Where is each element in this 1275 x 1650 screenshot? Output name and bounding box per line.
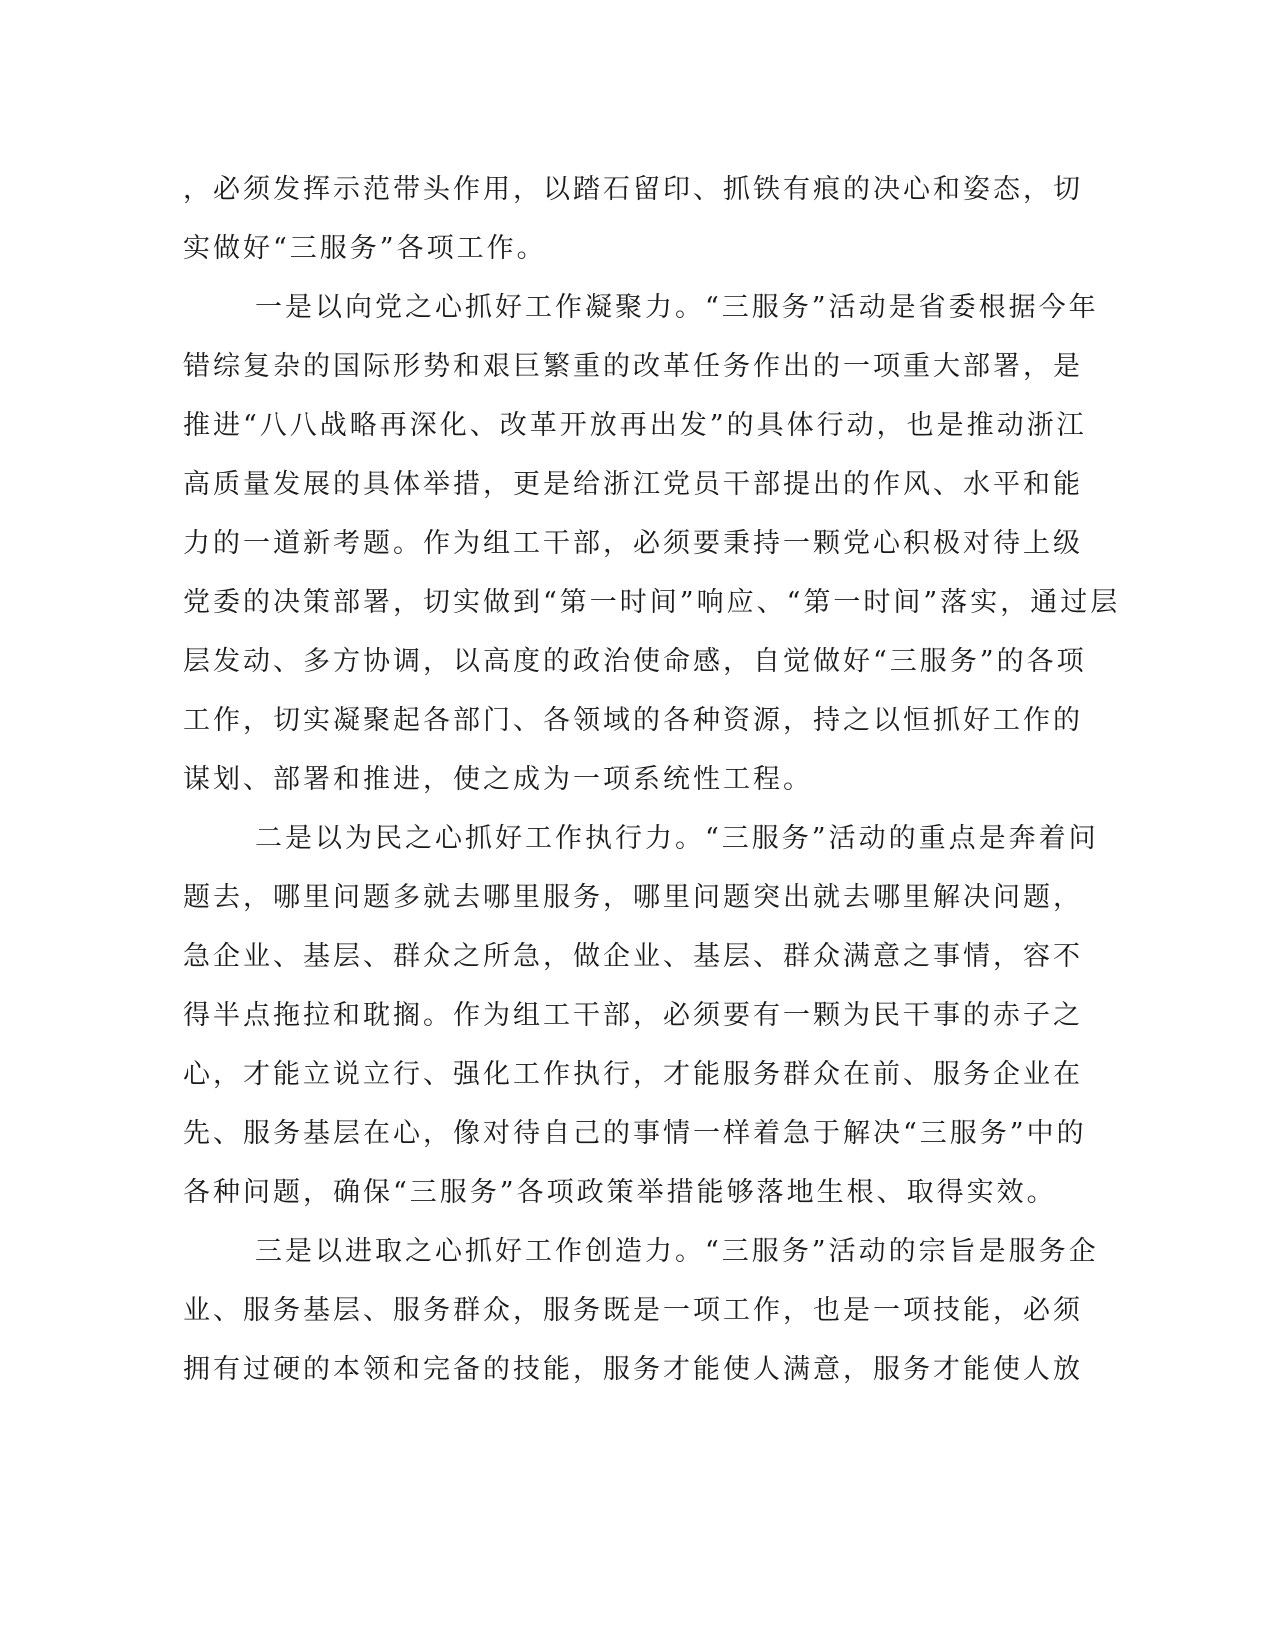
text-line: 得半点拖拉和耽搁。作为组工干部，必须要有一颗为民干事的赤子之 — [183, 1000, 1083, 1031]
body-text — [183, 160, 1121, 1399]
text-line: 拥有过硬的本领和完备的技能，服务才能使人满意，服务才能使人放 — [183, 1354, 1083, 1385]
text-line: 心，才能立说立行、强化工作执行，才能服务群众在前、服务企业在 — [183, 1059, 1083, 1090]
text-line: 推进“八八战略再深化、改革开放再出发”的具体行动，也是推动浙江 — [183, 410, 1087, 441]
text-line: 先、服务基层在心，像对待自己的事情一样着急于解决“三服务”中的 — [183, 1118, 1087, 1149]
text-line: 高质量发展的具体举措，更是给浙江党员干部提出的作风、水平和能 — [183, 469, 1083, 500]
text-line: ，必须发挥示范带头作用，以踏石留印、抓铁有痕的决心和姿态，切 — [183, 174, 1083, 205]
text-line: 实做好“三服务”各项工作。 — [183, 233, 547, 264]
text-line: 各种问题，确保“三服务”各项政策举措能够落地生根、取得实效。 — [183, 1177, 1057, 1208]
text-line: 层发动、多方协调，以高度的政治使命感，自觉做好“三服务”的各项 — [183, 646, 1087, 677]
text-line: 题去，哪里问题多就去哪里服务，哪里问题突出就去哪里解决问题， — [183, 882, 1083, 913]
text-line: 工作，切实凝聚起各部门、各领域的各种资源，持之以恒抓好工作的 — [183, 705, 1083, 736]
text-line: 业、服务基层、服务群众，服务既是一项工作，也是一项技能，必须 — [183, 1295, 1083, 1326]
text-line: 错综复杂的国际形势和艰巨繁重的改革任务作出的一项重大部署，是 — [183, 351, 1083, 382]
paragraph-start-line: 三是以进取之心抓好工作创造力。“三服务”活动的宗旨是服务企 — [255, 1236, 1099, 1267]
paragraph-start-line: 一是以向党之心抓好工作凝聚力。“三服务”活动是省委根据今年 — [255, 292, 1099, 323]
text-line: 急企业、基层、群众之所急，做企业、基层、群众满意之事情，容不 — [183, 941, 1083, 972]
paragraph-start-line: 二是以为民之心抓好工作执行力。“三服务”活动的重点是奔着问 — [255, 823, 1099, 854]
text-line: 力的一道新考题。作为组工干部，必须要秉持一颗党心积极对待上级 — [183, 528, 1083, 559]
text-line: 党委的决策部署，切实做到“第一时间”响应、“第一时间”落实，通过层 — [183, 587, 1121, 618]
text-line: 谋划、部署和推进，使之成为一项系统性工程。 — [183, 764, 813, 795]
